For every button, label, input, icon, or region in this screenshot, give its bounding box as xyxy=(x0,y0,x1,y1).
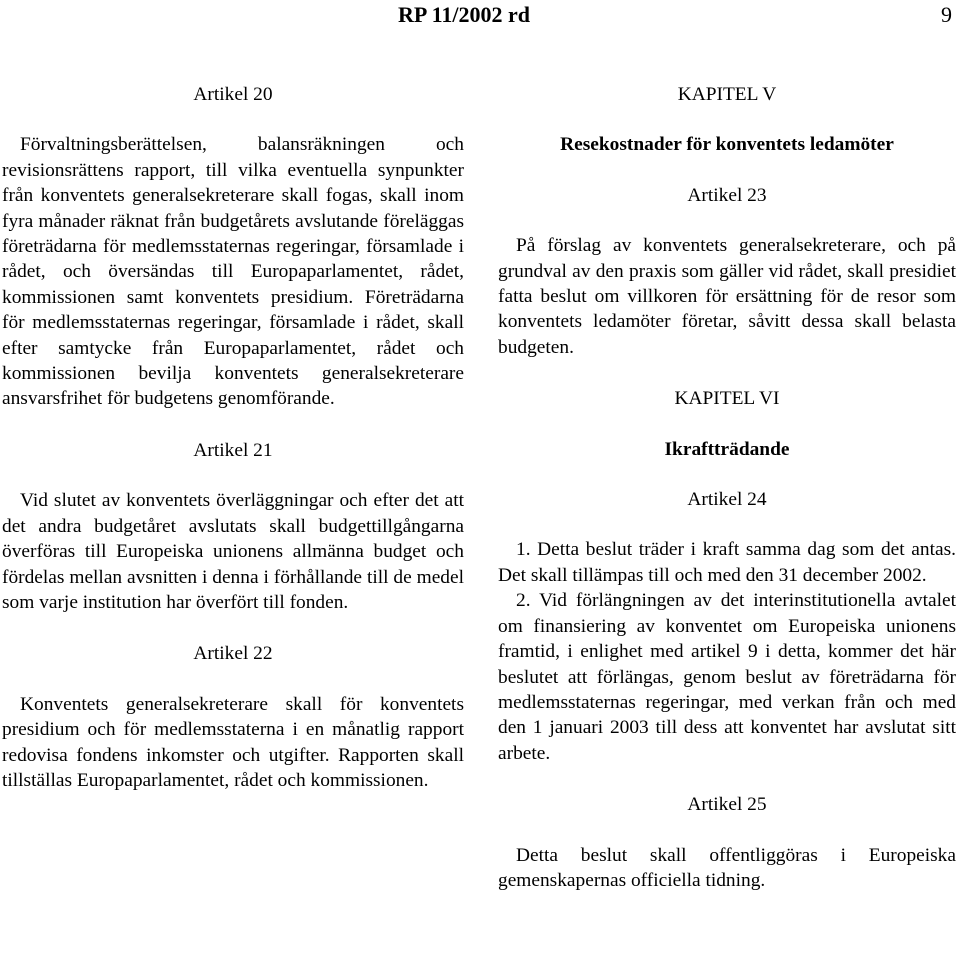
chapter-6-subtitle: Ikraftträdande xyxy=(664,438,790,460)
document-reference: RP 11/2002 rd xyxy=(398,2,531,27)
article-21-text: Vid slutet av konventets överläggningar och efter det att det andra budgetåret avslutats skall budgettillgångarna överföras till Europeiska unionens allmänna budget och fördelas mellan avsnitten i denna i förhållande till de medel som varje institution har överfört till fonden. xyxy=(2,490,464,613)
chapter-5-heading: KAPITEL V xyxy=(677,84,777,105)
article-25-text: Detta beslut skall offentliggöras i Europeiska gemenskapernas officiella tidning. xyxy=(498,844,956,891)
chapter-5-subtitle: Resekostnader för konventets ledamöter xyxy=(560,134,894,156)
left-column xyxy=(2,82,464,793)
article-23-heading: Artikel 23 xyxy=(687,184,767,206)
article-25-heading: Artikel 25 xyxy=(687,794,767,816)
article-24-heading: Artikel 24 xyxy=(687,489,767,511)
article-21-heading: Artikel 21 xyxy=(193,439,273,461)
article-24-item-2: 2. Vid förlängningen av det interinstitutionella avtalet om finansiering av konventet om Europeiska unionens framtid, i enlighet med artikel 9 i detta, kommer det här beslutet att förlängas, genom beslut av företrädarna för medlemsstaternas regeringar, med verkan från och med den 1 januari 2003 till dess att konventet har avslutat sitt arbete. xyxy=(498,590,956,764)
article-20-text: Förvaltningsberättelsen, balansräkningen och revisionsrättens rapport, till vilka eventuella synpunkter från konventets generalsekreterare skall fogas, skall inom fyra månader räknat från budgetårets avslutande föreläggas företrädarna för medlemsstaternas regeringar, församlade i rådet, och översändas till Europaparlamentet, rådet, kommissionen samt konventets presidium. Företrädarna för medlemsstaternas regeringar, församlade i rådet, skall efter samtycke från Europaparlamentet, rådet och kommissionen bevilja konventets generalsekreterare ansvarsfrihet för budgetens genomförande. xyxy=(2,134,464,410)
article-22-heading: Artikel 22 xyxy=(193,643,273,665)
chapter-6-heading: KAPITEL VI xyxy=(674,388,780,410)
article-22-text: Konventets generalsekreterare skall för konventets presidium och för medlemsstaterna i en månatlig rapport redovisa fondens inkomster och utgifter. Rapporten skall tillställas Europaparlamentet, rådet och kommissionen. xyxy=(2,693,464,791)
article-24-item-1: 1. Detta beslut träder i kraft samma dag som det antas. Det skall tillämpas till och med den 31 december 2002. xyxy=(498,539,956,586)
right-column xyxy=(498,82,956,893)
page-number: 9 xyxy=(941,2,952,27)
article-23-text: På förslag av konventets generalsekreterare, och på grundval av den praxis som gäller vid rådet, skall presidiet fatta beslut om villkoren för ersättning för de resor som konventets ledamöter företar, såvitt dessa skall belasta budgeten. xyxy=(498,235,956,358)
article-20-heading: Artikel 20 xyxy=(193,84,273,105)
